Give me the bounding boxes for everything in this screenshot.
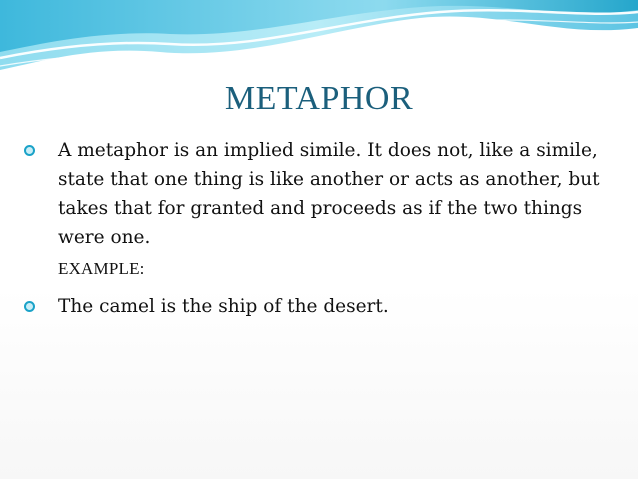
slide-title: METAPHOR	[224, 80, 414, 117]
bullet-item	[22, 136, 612, 252]
bullet-text: A metaphor is an implied simile. It does not, like a simile, state that one thing is like another or acts as another, but takes that for granted and proceeds as if the two things were one.	[58, 140, 600, 248]
header-wave-decoration	[0, 0, 638, 80]
bullet-text: The camel is the ship of the desert.	[58, 296, 389, 317]
bullet-icon	[24, 145, 35, 156]
example-label: EXAMPLE:	[58, 259, 145, 278]
bullet-item	[22, 292, 612, 321]
bullet-icon	[24, 301, 35, 312]
slide-body	[22, 136, 612, 321]
